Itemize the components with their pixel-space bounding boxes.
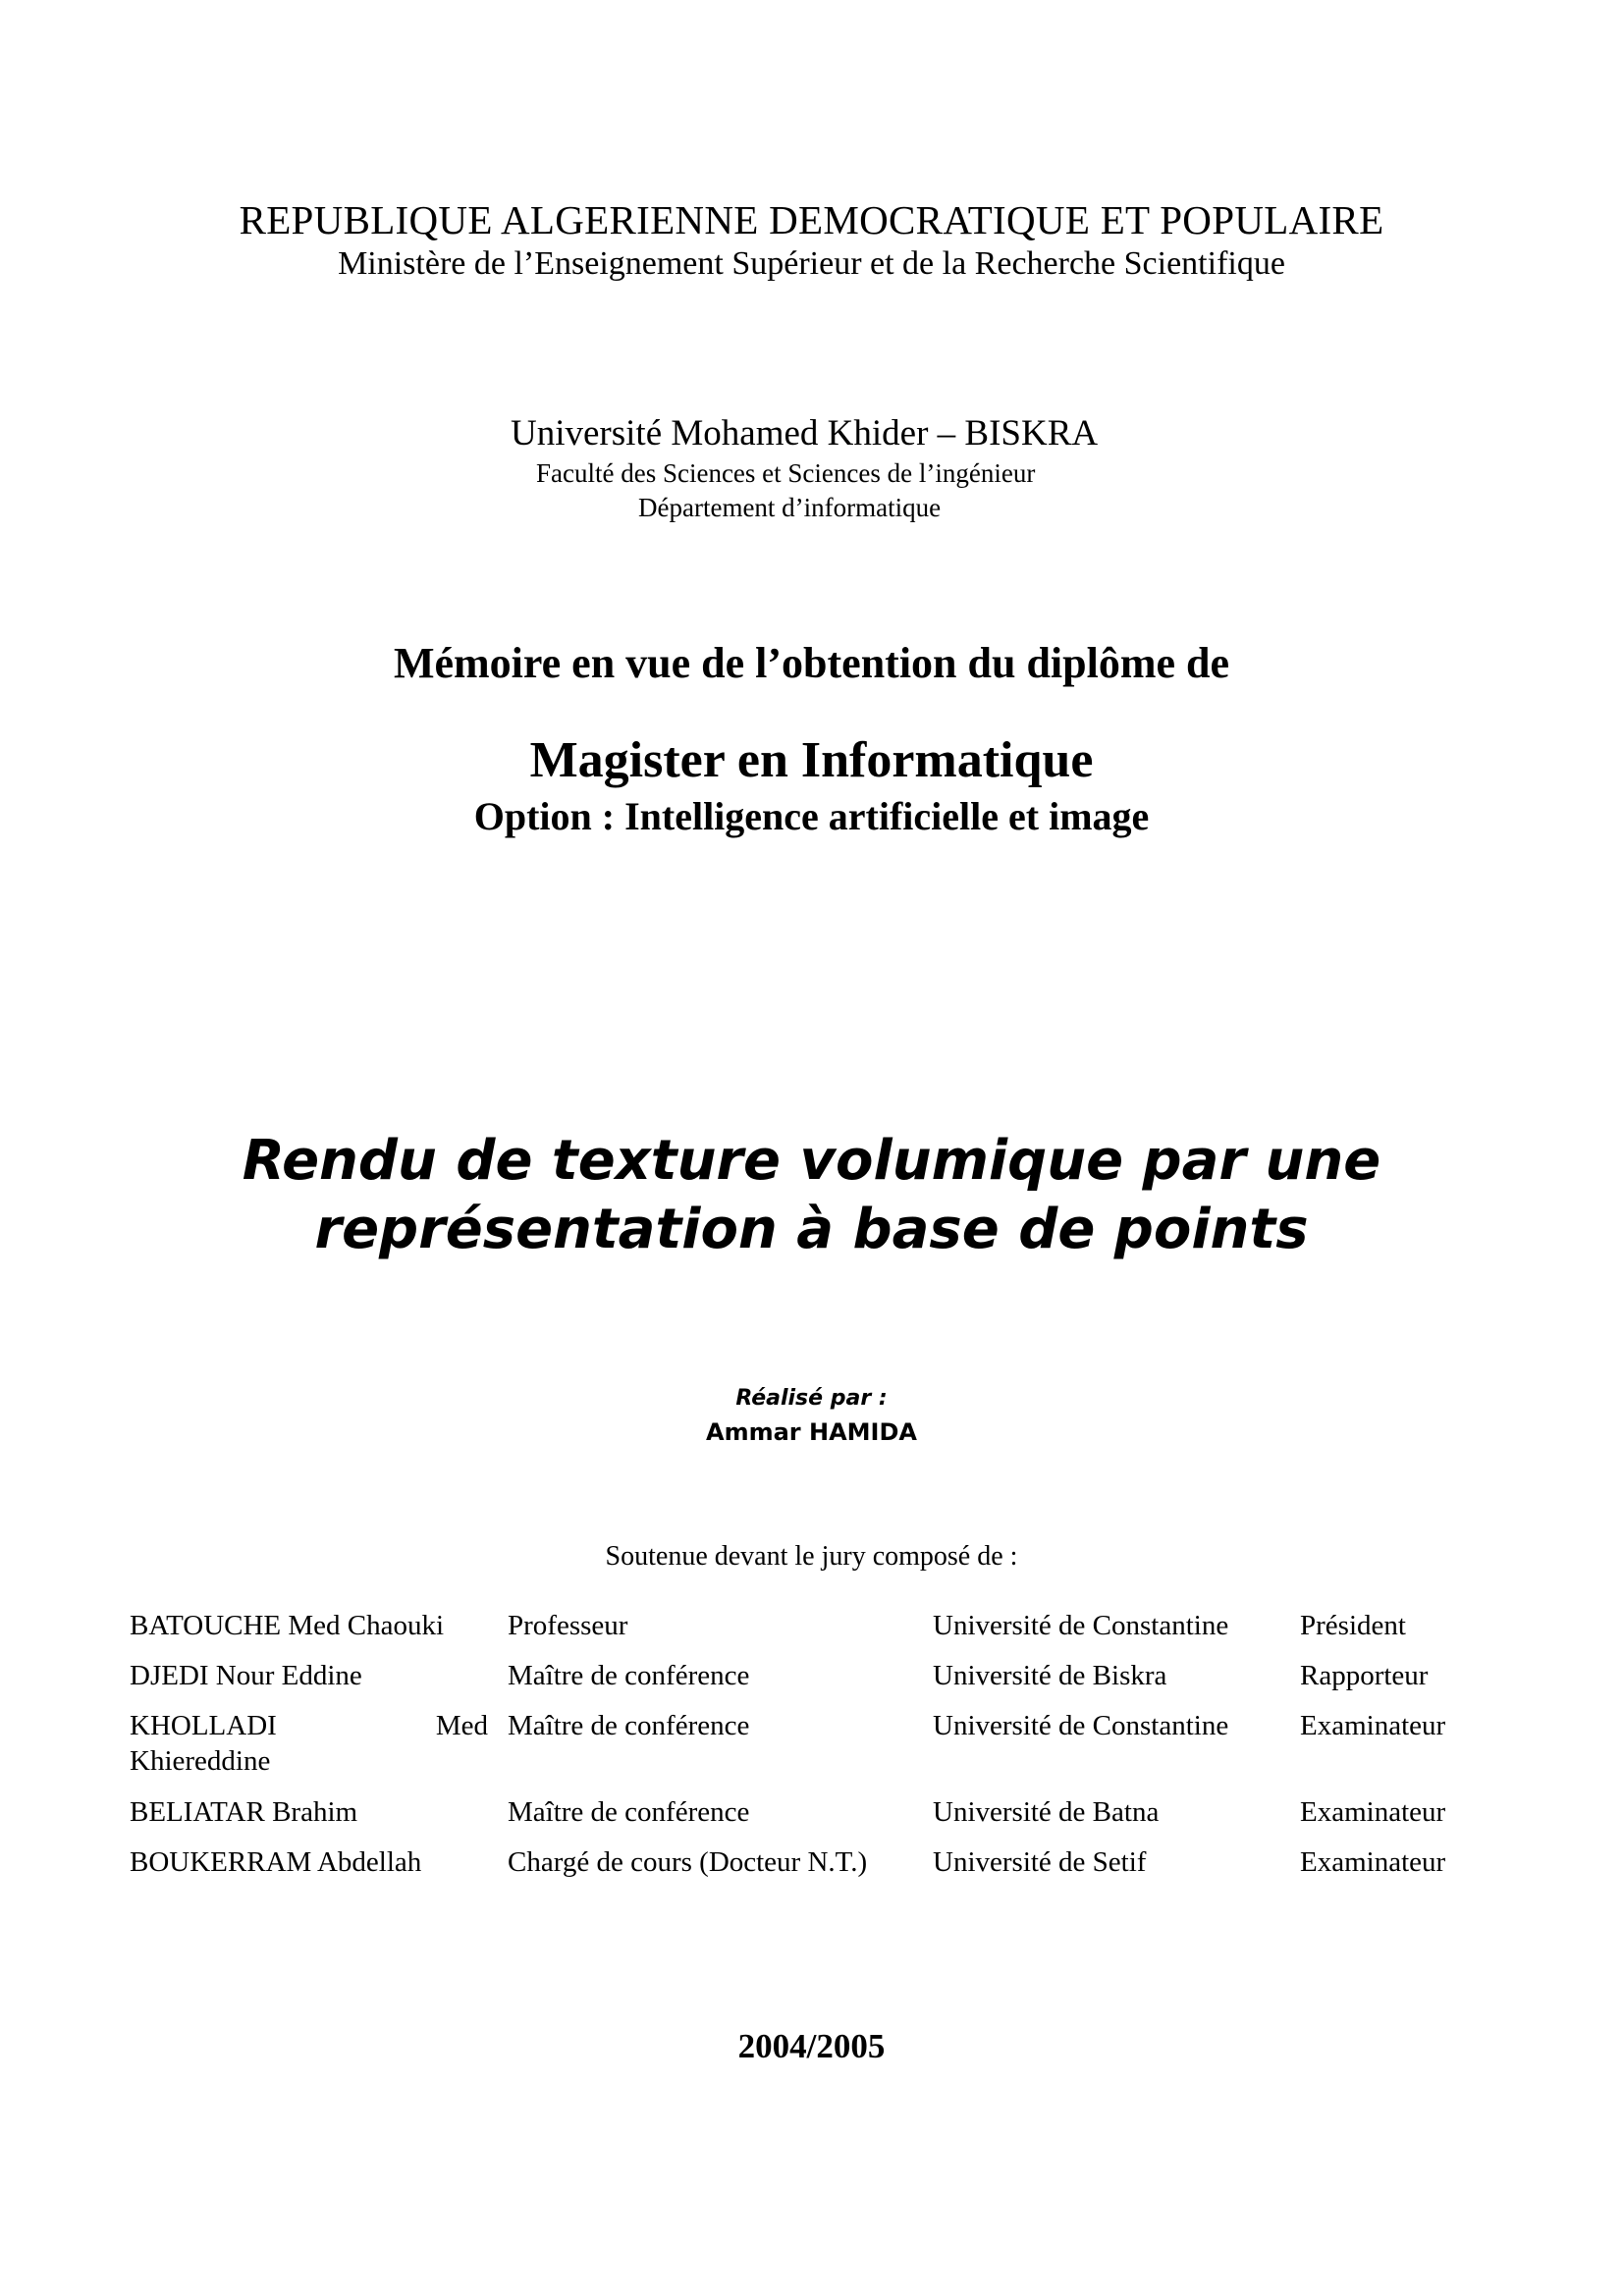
jury-member-given-name-cont: Khiereddine: [130, 1745, 271, 1777]
jury-member-surname: KHOLLADI: [130, 1710, 277, 1741]
jury-member-rank: Maître de conférence: [508, 1660, 750, 1691]
jury-member-name: DJEDI Nour Eddine: [130, 1660, 362, 1691]
author-label: Réalisé par :: [735, 1386, 888, 1411]
university-name: Université Mohamed Khider – BISKRA: [511, 413, 1099, 454]
jury-member-name: BELIATAR Brahim: [130, 1796, 358, 1828]
ministry-heading: Ministère de l’Enseignement Supérieur et de la Recherche Scientifique: [338, 245, 1285, 282]
faculty-name: Faculté des Sciences et Sciences de l’ingénieur: [536, 458, 1036, 488]
jury-member-given-name: Med: [435, 1710, 488, 1741]
jury-member-rank: Professeur: [508, 1610, 628, 1641]
thesis-title-line-2: représentation à base de points: [314, 1198, 1309, 1261]
academic-year: 2004/2005: [737, 2027, 886, 2065]
jury-member-rank: Maître de conférence: [508, 1710, 750, 1741]
jury-member-university: Université de Constantine: [933, 1610, 1229, 1641]
jury-member-role: Examinateur: [1300, 1796, 1446, 1828]
jury-member-name: BATOUCHE Med Chaouki: [130, 1610, 445, 1641]
jury-member-university: Université de Constantine: [933, 1710, 1229, 1741]
thesis-title-line-1: Rendu de texture volumique par une: [242, 1129, 1381, 1193]
jury-member-rank: Maître de conférence: [508, 1796, 750, 1828]
jury-member-university: Université de Batna: [933, 1796, 1160, 1828]
degree-option: Option : Intelligence artificielle et image: [473, 794, 1150, 838]
department-name: Département d’informatique: [638, 493, 942, 522]
author-name: Ammar HAMIDA: [706, 1418, 917, 1446]
jury-member-rank: Chargé de cours (Docteur N.T.): [508, 1846, 868, 1878]
jury-member-role: Président: [1300, 1610, 1406, 1641]
jury-member-role: Examinateur: [1300, 1710, 1446, 1741]
republic-heading: REPUBLIQUE ALGERIENNE DEMOCRATIQUE ET POPULAIRE: [239, 197, 1384, 242]
jury-member-role: Examinateur: [1300, 1846, 1446, 1878]
jury-intro: Soutenue devant le jury composé de :: [605, 1541, 1018, 1572]
jury-member-name: BOUKERRAM Abdellah: [130, 1846, 422, 1878]
jury-member-university: Université de Biskra: [933, 1660, 1167, 1691]
degree-title: Magister en Informatique: [529, 732, 1094, 788]
memoire-heading: Mémoire en vue de l’obtention du diplôme de: [393, 639, 1230, 687]
jury-member-role: Rapporteur: [1300, 1660, 1429, 1691]
jury-member-university: Université de Setif: [933, 1846, 1147, 1878]
